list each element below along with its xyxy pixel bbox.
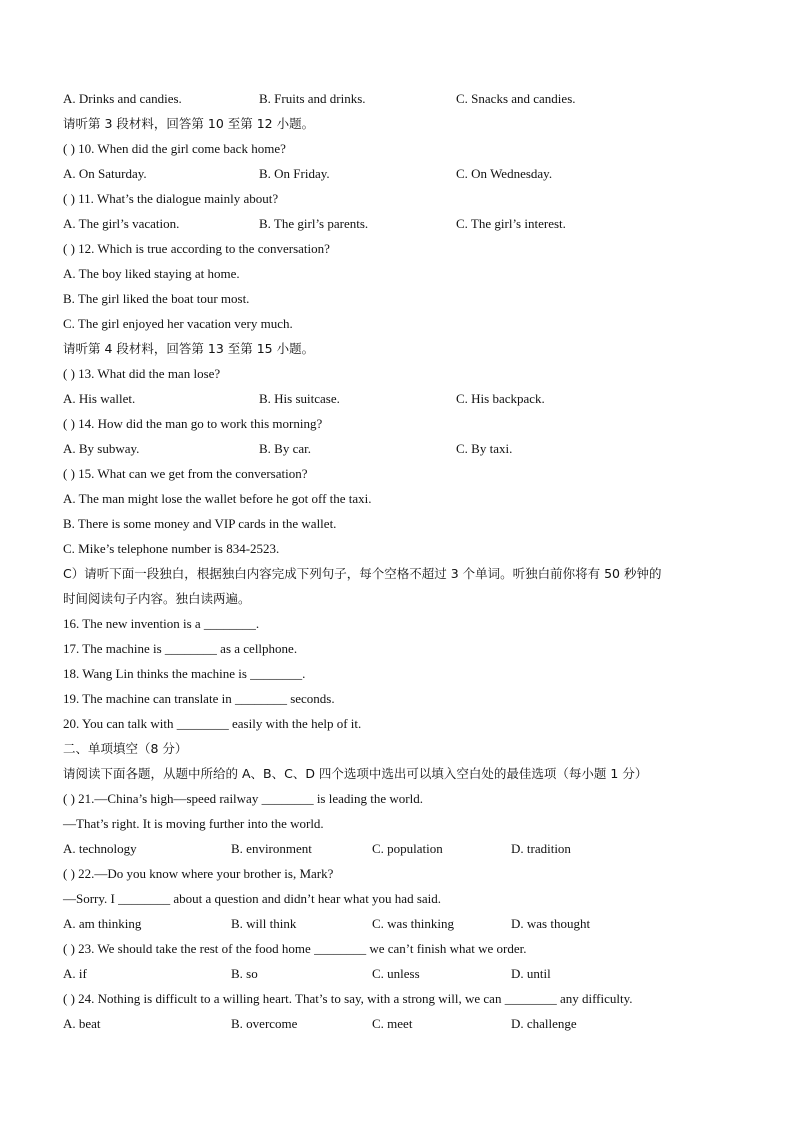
answer-option: B. By car. xyxy=(259,441,311,456)
answer-option: D. was thought xyxy=(511,916,591,931)
answer-option: C. The girl’s interest. xyxy=(456,216,566,231)
question-text: ( ) 21.—China’s high—speed railway ________ is leading the world. xyxy=(63,791,423,806)
question-text: A. The man might lose the wallet before he got off the taxi. xyxy=(63,491,372,506)
options-row xyxy=(63,841,743,857)
options-row xyxy=(63,441,743,457)
section-instruction: 请听第 4 段材料，回答第 13 至第 15 小题。 xyxy=(63,341,315,356)
answer-option: C. meet xyxy=(372,1016,413,1031)
question-text: ( ) 14. How did the man go to work this morning? xyxy=(63,416,323,431)
answer-option: B. On Friday. xyxy=(259,166,330,181)
answer-option: A. technology xyxy=(63,841,137,856)
options-row xyxy=(63,391,743,407)
answer-option: A. On Saturday. xyxy=(63,166,147,181)
section-instruction: 请听第 3 段材料，回答第 10 至第 12 小题。 xyxy=(63,116,315,131)
answer-option: A. Drinks and candies. xyxy=(63,91,182,106)
question-text: 19. The machine can translate in ________ seconds. xyxy=(63,691,335,706)
answer-option: C. was thinking xyxy=(372,916,454,931)
answer-option: B. Fruits and drinks. xyxy=(259,91,366,106)
question-text: ( ) 24. Nothing is difficult to a willing heart. That’s to say, with a strong will, we can ________ any difficulty. xyxy=(63,991,633,1006)
answer-option: C. By taxi. xyxy=(456,441,513,456)
question-text: ( ) 13. What did the man lose? xyxy=(63,366,221,381)
answer-option: C. unless xyxy=(372,966,420,981)
section-instruction: 请阅读下面各题，从题中所给的 A、B、C、D 四个选项中选出可以填入空白处的最佳选项（每小题 1 分） xyxy=(63,766,648,781)
question-text: A. The boy liked staying at home. xyxy=(63,266,240,281)
answer-option: C. Snacks and candies. xyxy=(456,91,576,106)
answer-option: D. tradition xyxy=(511,841,571,856)
question-text: 20. You can talk with ________ easily with the help of it. xyxy=(63,716,362,731)
answer-option: B. The girl’s parents. xyxy=(259,216,369,231)
options-row xyxy=(63,166,743,182)
question-text: B. There is some money and VIP cards in the wallet. xyxy=(63,516,337,531)
section-instruction: C）请听下面一段独白，根据独白内容完成下列句子，每个空格不超过 3 个单词。听独白前你将有 50 秒钟的 xyxy=(63,566,662,581)
options-row xyxy=(63,1016,743,1032)
question-text: —That’s right. It is moving further into the world. xyxy=(63,816,324,831)
options-row xyxy=(63,966,743,982)
question-text: 18. Wang Lin thinks the machine is ________. xyxy=(63,666,306,681)
section-instruction: 时间阅读句子内容。独白读两遍。 xyxy=(63,591,251,606)
question-text: ( ) 11. What’s the dialogue mainly about? xyxy=(63,191,279,206)
answer-option: A. am thinking xyxy=(63,916,142,931)
answer-option: D. until xyxy=(511,966,551,981)
question-text: ( ) 22.—Do you know where your brother is, Mark? xyxy=(63,866,334,881)
question-text: 17. The machine is ________ as a cellphone. xyxy=(63,641,298,656)
answer-option: C. On Wednesday. xyxy=(456,166,553,181)
answer-option: B. overcome xyxy=(231,1016,298,1031)
answer-option: A. if xyxy=(63,966,87,981)
question-text: ( ) 23. We should take the rest of the food home ________ we can’t finish what we order. xyxy=(63,941,527,956)
answer-option: A. His wallet. xyxy=(63,391,136,406)
answer-option: C. population xyxy=(372,841,443,856)
question-text: 16. The new invention is a ________. xyxy=(63,616,260,631)
answer-option: A. The girl’s vacation. xyxy=(63,216,180,231)
question-text: ( ) 10. When did the girl come back home? xyxy=(63,141,286,156)
section-instruction: 二、单项填空（8 分） xyxy=(63,741,188,756)
question-text: ( ) 12. Which is true according to the conversation? xyxy=(63,241,330,256)
answer-option: B. environment xyxy=(231,841,312,856)
question-text: —Sorry. I ________ about a question and didn’t hear what you had said. xyxy=(63,891,442,906)
answer-option: C. His backpack. xyxy=(456,391,545,406)
question-text: ( ) 15. What can we get from the conversation? xyxy=(63,466,308,481)
options-row xyxy=(63,91,743,107)
answer-option: B. will think xyxy=(231,916,297,931)
answer-option: D. challenge xyxy=(511,1016,577,1031)
question-text: C. Mike’s telephone number is 834-2523. xyxy=(63,541,280,556)
answer-option: B. His suitcase. xyxy=(259,391,340,406)
answer-option: A. By subway. xyxy=(63,441,140,456)
question-text: B. The girl liked the boat tour most. xyxy=(63,291,250,306)
answer-option: B. so xyxy=(231,966,258,981)
options-row xyxy=(63,916,743,932)
answer-option: A. beat xyxy=(63,1016,101,1031)
options-row xyxy=(63,216,743,232)
question-text: C. The girl enjoyed her vacation very much. xyxy=(63,316,293,331)
